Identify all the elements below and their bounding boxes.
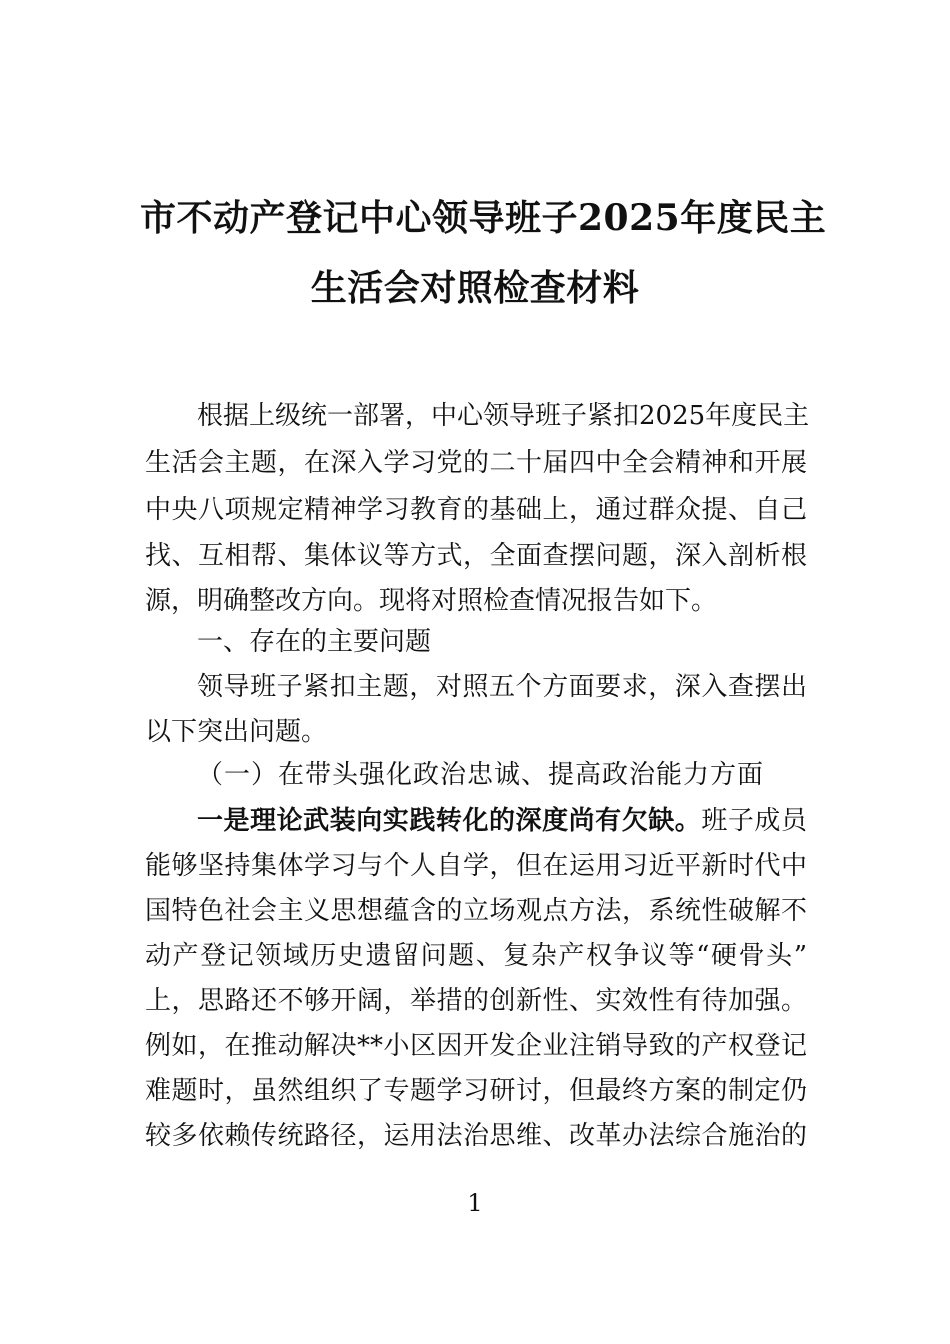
point-one-line-5: 上，思路还不够开阔，举措的创新性、实效性有待加强。: [145, 986, 807, 1016]
subsection-heading-1: （一）在带头强化政治忠诚、提高政治能力方面: [197, 760, 765, 790]
point-one-line-8: 较多依赖传统路径，运用法治思维、改革办法综合施治的: [145, 1121, 807, 1151]
point-one-lead: 一是理论武装向实践转化的深度尚有欠缺。: [197, 806, 702, 836]
document-title-line-1: 市不动产登记中心领导班子2025年度民主: [140, 197, 827, 239]
point-one-line-3: 国特色社会主义思想蕴含的立场观点方法，系统性破解不: [145, 896, 807, 926]
point-one-line-7: 难题时，虽然组织了专题学习研讨，但最终方案的制定仍: [145, 1076, 807, 1106]
point-one-lead-rest: 班子成员: [701, 806, 807, 836]
intro-line-1: 根据上级统一部署，中心领导班子紧扣2025年度民主: [197, 401, 810, 431]
section1-para-line-1: 领导班子紧扣主题，对照五个方面要求，深入查摆出: [197, 672, 807, 702]
intro-line-2: 生活会主题，在深入学习党的二十届四中全会精神和开展: [145, 448, 807, 478]
point-one-line-6: 例如，在推动解决**小区因开发企业注销导致的产权登记: [145, 1031, 807, 1061]
intro-line-3: 中央八项规定精神学习教育的基础上，通过群众提、自己: [145, 495, 807, 525]
page-number: 1: [467, 1189, 483, 1217]
section1-para-line-2: 以下突出问题。: [145, 717, 328, 747]
point-one-line-1: [197, 804, 807, 838]
intro-line-5: 源，明确整改方向。现将对照检查情况报告如下。: [145, 586, 718, 616]
section-heading-1: 一、存在的主要问题: [197, 627, 432, 657]
intro-line-4: 找、互相帮、集体议等方式，全面查摆问题，深入剖析根: [145, 541, 807, 571]
point-one-line-4: 动产登记领域历史遗留问题、复杂产权争议等“硬骨头”: [145, 941, 807, 971]
document-title-line-2: 生活会对照检查材料: [310, 267, 640, 309]
point-one-line-2: 能够坚持集体学习与个人自学，但在运用习近平新时代中: [145, 851, 807, 881]
